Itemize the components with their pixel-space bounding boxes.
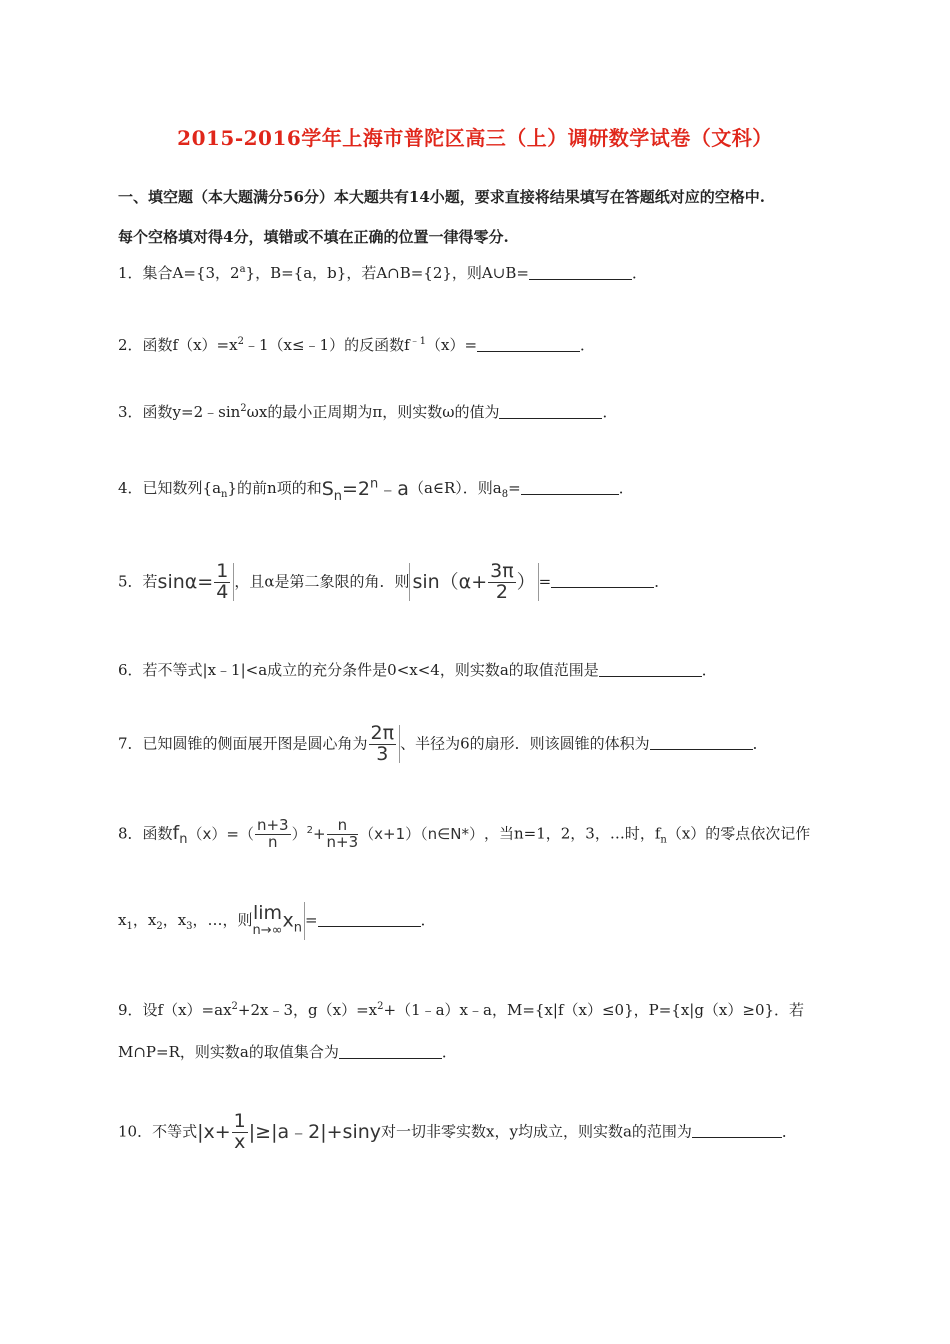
question-7: 7．已知圆锥的侧面展开图是圆心角为 $\frac{2\pi}{3}$ 、半径为6的扇形．则该圆锥的体积为 ．: [118, 722, 768, 765]
answer-blank-7[interactable]: [650, 733, 753, 750]
fn-formula: $f_n(x)=$（ $\frac{n+3}{n}$ ）$^2$+ $\frac{n}{n+3}$ （x+1）（n∈N*）: [172, 816, 484, 851]
answer-blank-10[interactable]: [692, 1121, 782, 1138]
page-title: 2015-2016学年上海市普陀区高三（上）调研数学试卷（文科）: [177, 126, 773, 150]
question-9-continued: M∩P=R，则实数a的取值集合为 ．: [118, 1043, 457, 1061]
sin-alpha-formula: sinα= $\frac{1}{4}$: [158, 562, 235, 603]
question-2: 2．函数$f(x)=x^2﹣1(x\le﹣1)$的反函数$f^{﹣1}(x)=$ ．: [118, 336, 596, 354]
question-3: 3．函数$y=2﹣\sin^2\omega x$的最小正周期为π，则实数ω的值为 ．: [118, 403, 618, 421]
answer-blank-2[interactable]: [477, 335, 580, 352]
question-8: 8．函数$f_n(x)=$（ $\frac{n+3}{n}$ ）$^2$+ $\frac{n}{n+3}$ （x+1）（n∈N*），当n=1，2，3，…时，$f_n(x)$的零点依次记作: [118, 816, 811, 851]
answer-blank-3[interactable]: [499, 402, 602, 419]
question-5: 5．若sinα= $\frac{1}{4}$ ，且α是第二象限的角．则 sin（α+ $\frac{3\pi}{2}$ ） = ．: [118, 560, 670, 603]
angle-fraction: $\frac{2\pi}{3}$: [368, 724, 401, 765]
limit-formula: lim n→∞ $x_n$: [253, 902, 305, 940]
section-heading-line2: 每个空格填对得4分，填错或不填在正确的位置一律得零分.: [118, 228, 509, 246]
answer-blank-6[interactable]: [599, 660, 702, 677]
answer-blank-8[interactable]: [318, 910, 421, 927]
question-8-continued: $x_1$，$x_2$，$x_3$，…，则 lim n→∞ $x_n$ = ．: [118, 902, 436, 939]
section-heading-line1: 一、填空题（本大题满分56分）本大题共有14小题，要求直接将结果填写在答题纸对应的空格中.: [118, 188, 765, 206]
answer-blank-9[interactable]: [339, 1042, 442, 1059]
sin-shift-formula: sin（α+ $\frac{3\pi}{2}$ ）: [409, 562, 538, 603]
answer-blank-1[interactable]: [529, 263, 632, 280]
sum-formula: $S_n=2^n﹣a$: [321, 476, 409, 504]
question-6: 6．若不等式|x﹣1|<a成立的充分条件是0<x<4，则实数a的取值范围是 ．: [118, 661, 717, 679]
question-10: 10．不等式|x+ $\frac{1}{x}$ |≥|a﹣2|+siny对一切非零实数x，y均成立，则实数a的范围为 ．: [118, 1110, 797, 1153]
answer-blank-5[interactable]: [551, 571, 654, 588]
question-4: 4．已知数列$\{a_n\}$的前n项的和$S_n=2^n﹣a(a\in R)$．则$a_8=$ ．: [118, 474, 634, 504]
inequality-formula: |x+ $\frac{1}{x}$ |≥|a﹣2|+siny: [197, 1110, 382, 1153]
question-9: 9．设$f(x)=ax^2+2x﹣3$，$g(x)=x^2+(1﹣a)x﹣a$，M={x|f（x）≤0}，P={x|g（x）≥0}．若: [118, 1001, 805, 1019]
question-1: 1．集合A={3，2$^a$}，B={a，b}，若A∩B={2}，则A∪B= ．: [118, 264, 647, 282]
answer-blank-4[interactable]: [521, 478, 619, 495]
